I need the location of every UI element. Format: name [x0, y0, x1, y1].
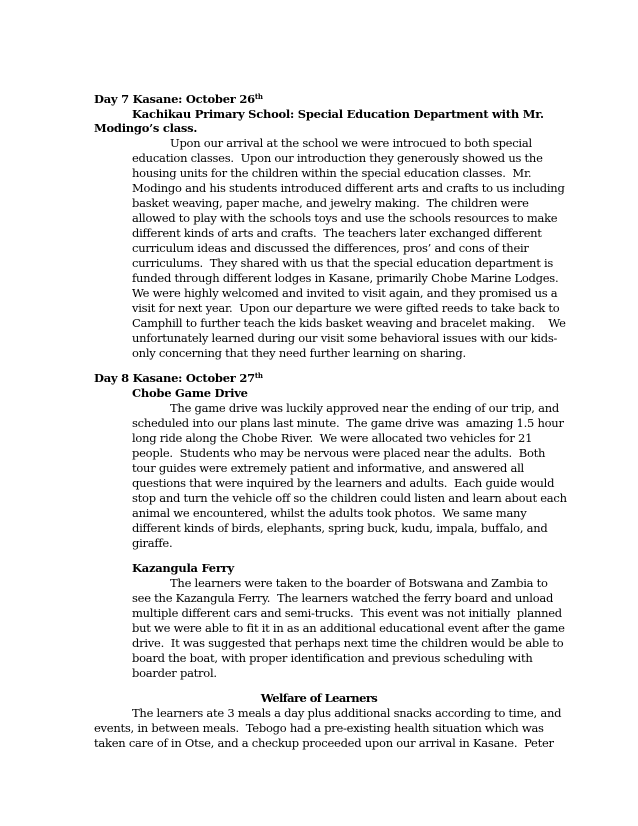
welfare-line: The learners ate 3 meals a day plus additional snacks according to time, and [132, 706, 562, 720]
game-drive-line: stop and turn the vehicle off so the children could listen and learn about each [132, 491, 567, 505]
day7-paragraph-line: funded through different lodges in Kasane, primarily Chobe Marine Lodges. [132, 271, 559, 285]
day7-subheading-continued: Modingo’s class. [94, 121, 198, 135]
day7-paragraph-line: housing units for the children within the special education classes. Mr. [132, 166, 532, 180]
game-drive-line: people. Students who may be nervous were placed near the adults. Both [132, 446, 546, 460]
ferry-line: multiple different cars and semi-trucks. This event was not initially planned [132, 606, 562, 620]
game-drive-line: The game drive was luckily approved near the ending of our trip, and [170, 401, 559, 415]
ferry-line: boarder patrol. [132, 666, 217, 680]
game-drive-line: long ride along the Chobe River. We were allocated two vehicles for 21 [132, 431, 533, 445]
game-drive-line: different kinds of birds, elephants, spring buck, kudu, impala, buffalo, and [132, 521, 548, 535]
day7-paragraph-line: unfortunately learned during our visit some behavioral issues with our kids- [132, 331, 558, 345]
day7-paragraph-line: allowed to play with the schools toys and use the schools resources to make [132, 211, 558, 225]
day7-paragraph-line: Modingo and his students introduced different arts and crafts to us including [132, 181, 565, 195]
day7-paragraph-line: different kinds of arts and crafts. The teachers later exchanged different [132, 226, 542, 240]
ferry-line: The learners were taken to the boarder of Botswana and Zambia to [170, 576, 548, 590]
welfare-title: Welfare of Learners [260, 691, 378, 705]
day7-heading: Day 7 Kasane: October 26th [94, 92, 263, 106]
game-drive-line: giraffe. [132, 536, 173, 550]
day7-paragraph-line: education classes. Upon our introduction they generously showed us the [132, 151, 543, 165]
ferry-title: Kazangula Ferry [132, 561, 234, 575]
welfare-line: taken care of in Otse, and a checkup proceeded upon our arrival in Kasane. Peter [94, 736, 554, 750]
ferry-line: but we were able to fit it in as an additional educational event after the game [132, 621, 565, 635]
day7-paragraph-line: visit for next year. Upon our departure we were gifted reeds to take back to [132, 301, 560, 315]
day7-paragraph-line: basket weaving, paper mache, and jewelry making. The children were [132, 196, 529, 210]
day7-subheading: Kachikau Primary School: Special Education Department with Mr. [132, 107, 544, 121]
game-drive-title: Chobe Game Drive [132, 386, 248, 400]
day7-paragraph-line: We were highly welcomed and invited to visit again, and they promised us a [132, 286, 558, 300]
ferry-line: board the boat, with proper identification and previous scheduling with [132, 651, 533, 665]
day7-paragraph-line: curriculum ideas and discussed the differences, pros’ and cons of their [132, 241, 529, 255]
game-drive-line: tour guides were extremely patient and informative, and answered all [132, 461, 524, 475]
game-drive-line: scheduled into our plans last minute. The game drive was amazing 1.5 hour [132, 416, 564, 430]
day7-paragraph-line: only concerning that they need further learning on sharing. [132, 346, 466, 360]
day8-heading: Day 8 Kasane: October 27th [94, 371, 263, 385]
day7-paragraph-line: curriculums. They shared with us that the special education department is [132, 256, 554, 270]
day7-paragraph-line: Camphill to further teach the kids basket weaving and bracelet making. We [132, 316, 566, 330]
game-drive-line: animal we encountered, whilst the adults took photos. We same many [132, 506, 527, 520]
day7-paragraph-line: Upon our arrival at the school we were introcued to both special [170, 136, 532, 150]
ferry-line: drive. It was suggested that perhaps next time the children would be able to [132, 636, 564, 650]
welfare-line: events, in between meals. Tebogo had a pre-existing health situation which was [94, 721, 544, 735]
ferry-line: see the Kazangula Ferry. The learners watched the ferry board and unload [132, 591, 554, 605]
game-drive-line: questions that were inquired by the learners and adults. Each guide would [132, 476, 555, 490]
